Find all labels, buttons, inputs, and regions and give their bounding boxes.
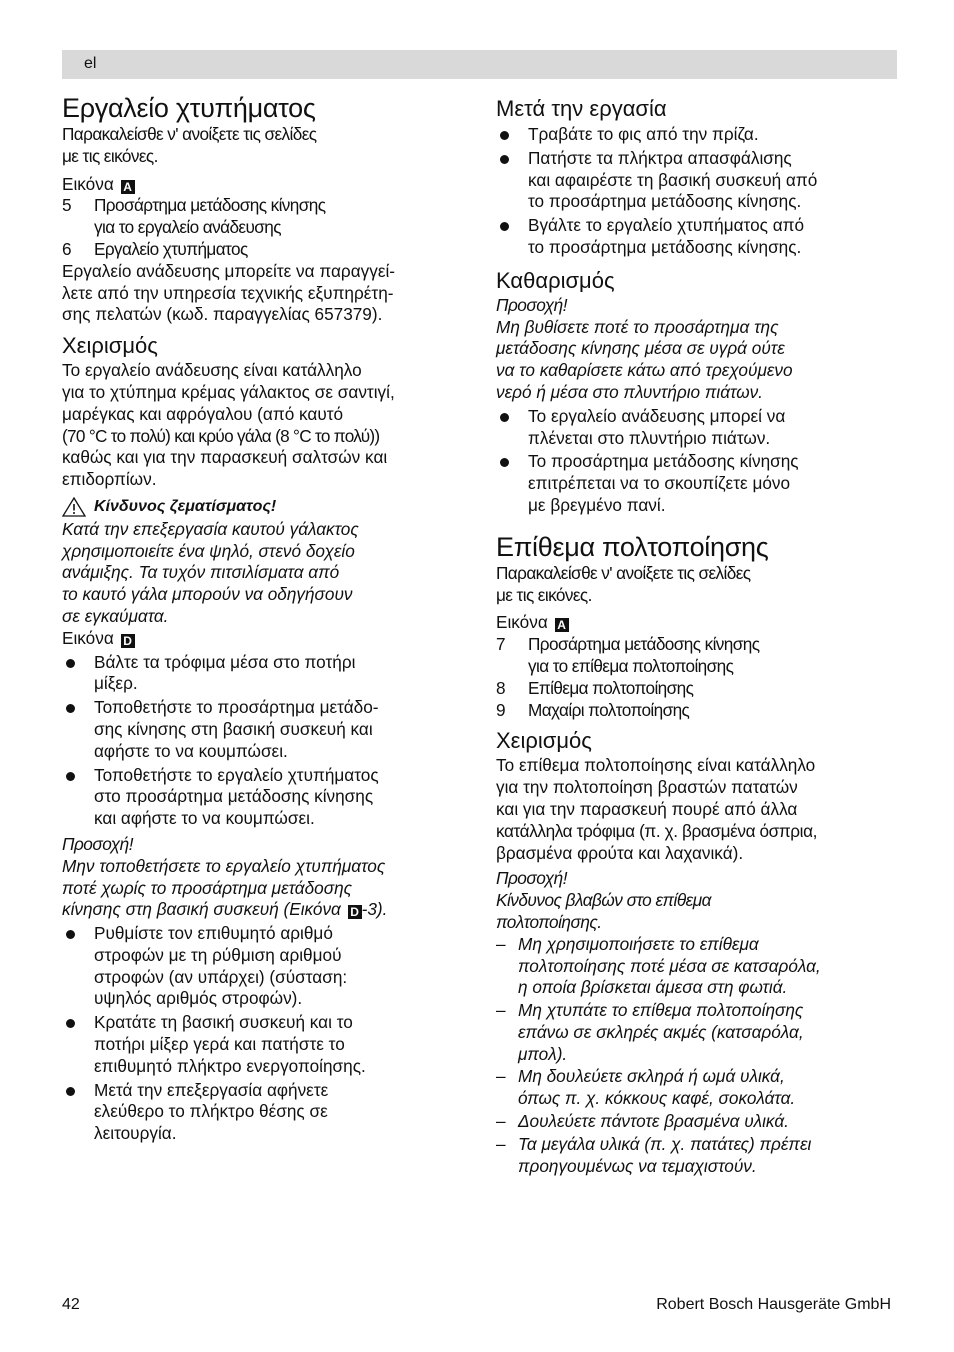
handling-text: βρασμένα φρούτα και λαχανικά).	[496, 842, 744, 863]
list-item: Το προσάρτημα μετάδοσης κίνησης επιτρέπεται να το σκουπίζετε μόνο με βρεγμένο πανί.	[496, 451, 901, 516]
part-item	[62, 239, 467, 261]
part-number: 6	[62, 238, 71, 259]
part-label: Προσάρτημα μετάδοσης κίνησης	[94, 195, 326, 216]
handling-text: και για την παρασκευή πουρέ από άλλα	[496, 798, 798, 819]
list-item: Βγάλτε το εργαλείο χτυπήματος από το προσάρτημα μετάδοσης κίνησης.	[496, 215, 901, 259]
part-label: Επίθεμα πολτοποίησης	[528, 677, 694, 698]
warning-title: Κίνδυνος ζεματίσματος!	[94, 497, 277, 515]
warning-text: Κατά την επεξεργασία καυτού γάλακτος	[62, 518, 359, 539]
figure-badge: A	[121, 180, 135, 194]
warning-text: χρησιμοποιείτε ένα ψηλό, στενό δοχείο	[62, 540, 355, 561]
after-list	[496, 124, 901, 259]
right-column	[496, 92, 901, 1178]
part-number: 5	[62, 195, 71, 216]
part-number: 7	[496, 634, 505, 655]
caution-text: Μη βυθίσετε ποτέ το προσάρτημα της	[496, 316, 779, 337]
figure-badge: D	[121, 634, 135, 648]
list-item: – Μη χρησιμοποιήσετε το επίθεμα πολτοποίησης ποτέ μέσα σε κατσαρόλα, η οποία βρίσκεται άμεσα στη φωτιά.	[496, 933, 821, 998]
caution-text: να το καθαρίσετε κάτω από τρεχούμενο	[496, 360, 793, 381]
intro-line: με τις εικόνες.	[496, 584, 592, 605]
part-label: Εργαλείο χτυπήματος	[94, 238, 248, 259]
figure-label: Εικόνα	[496, 612, 548, 633]
list-item: Ρυθμίστε τον επιθυμητό αριθμό στροφών με τη ρύθμιση αριθμού στροφών (αν υπάρχει) (σύσταση: υψηλός αριθμός στροφών).	[62, 923, 467, 1010]
section-heading-after-use: Μετά την εργασία	[496, 96, 667, 121]
part-item	[62, 195, 467, 217]
handling-text: κατάλληλα τρόφιμα (π. χ. βρασμένα όσπρια,	[496, 820, 818, 841]
part-item	[496, 678, 901, 700]
order-text: σης πελατών (κωδ. παραγγελίας 657379).	[62, 304, 383, 325]
caution-text: κίνησης στη βασική συσκευή (Εικόνα D -3).	[62, 899, 388, 920]
order-text: λετε από την υπηρεσία τεχνικής εξυπηρέτη-	[62, 282, 394, 303]
handling-text: (70 °C το πολύ) και κρύο γάλα (8 °C το πολύ))	[62, 425, 380, 446]
caution-list	[496, 934, 901, 1178]
figure-reference	[62, 628, 467, 650]
handling-text: Το επίθεμα πολτοποίησης είναι κατάλληλο	[496, 755, 816, 776]
caution-text: ποτέ χωρίς το προσάρτημα μετάδοσης	[62, 877, 352, 898]
list-item: – Μη χτυπάτε το επίθεμα πολτοποίησης επάνω σε σκληρές ακμές (κατσαρόλα, μπολ).	[496, 1000, 804, 1064]
list-item: Τοποθετήστε το εργαλείο χτυπήματος στο προσάρτημα μετάδοσης κίνησης και αφήστε το να κουμπώσει.	[62, 765, 467, 830]
figure-reference	[62, 174, 467, 196]
section-title-whisk: Εργαλείο χτυπήματος	[62, 93, 316, 123]
list-item: – Μη δουλεύετε σκληρά ή ωμά υλικά, όπως π. χ. κόκκους καφέ, σοκολάτα.	[496, 1066, 796, 1109]
header-bar	[62, 50, 897, 79]
section-heading-handling: Χειρισμός	[62, 333, 158, 359]
language-code: el	[84, 55, 97, 72]
handling-text: μαρέγκας και αφρόγαλου (από καυτό	[62, 403, 344, 424]
warning-text: ανάμιξης. Τα τυχόν πιτσιλίσματα από	[62, 562, 340, 583]
part-item	[496, 634, 901, 656]
handling-text: επιδορπίων.	[62, 469, 157, 490]
intro-line: με τις εικόνες.	[62, 145, 158, 166]
part-label: Προσάρτημα μετάδοσης κίνησης	[528, 634, 760, 655]
caution-text: νερό ή μέσα στο πλυντήριο πιάτων.	[496, 381, 763, 402]
company-name: Robert Bosch Hausgeräte GmbH	[656, 1296, 891, 1313]
order-text: Εργαλείο ανάδευσης μπορείτε να παραγγεί-	[62, 260, 396, 281]
part-item	[496, 700, 901, 722]
list-item: Τοποθετήστε το προσάρτημα μετάδο- σης κίνησης στη βασική συσκευή και αφήστε το να κουμπώσει.	[62, 697, 467, 762]
page-number: 42	[62, 1296, 80, 1313]
steps-list	[62, 652, 467, 830]
list-item: – Τα μεγάλα υλικά (π. χ. πατάτες) πρέπει προηγουμένως να τεμαχιστούν.	[496, 1133, 812, 1176]
handling-text: για την πολτοποίηση βραστών πατατών	[496, 777, 798, 798]
caution-title: Προσοχή!	[496, 294, 567, 315]
figure-reference	[496, 612, 901, 634]
list-item: Βάλτε τα τρόφιμα μέσα στο ποτήρι μίξερ.	[62, 652, 467, 696]
list-item: Πατήστε τα πλήκτρα απασφάλισης και αφαιρέστε τη βασική συσκευή από το προσάρτημα μετάδοσης κίνησης.	[496, 148, 901, 213]
caution-title: Προσοχή!	[62, 833, 133, 854]
section-heading-cleaning: Καθαρισμός	[496, 267, 615, 293]
caution-title: Προσοχή!	[496, 868, 567, 889]
warning-triangle-icon	[62, 497, 86, 517]
part-number: 9	[496, 699, 505, 720]
caution-text: Μην τοποθετήσετε το εργαλείο χτυπήματος	[62, 855, 386, 876]
caution-text: μετάδοσης κίνησης μέσα σε υγρά ούτε	[496, 338, 785, 359]
caution-subtitle: Κίνδυνος βλαβών στο επίθεμα	[496, 890, 711, 911]
warning-text: το καυτό γάλα μπορούν να οδηγήσουν	[62, 584, 353, 605]
caution-subtitle: πολτοποίησης.	[496, 911, 602, 932]
section-title-puree: Επίθεμα πολτοποίησης	[496, 531, 769, 562]
part-item	[62, 217, 467, 239]
steps-list	[62, 923, 467, 1145]
figure-label: Εικόνα	[62, 173, 114, 194]
left-column	[62, 92, 467, 1147]
handling-text: καθώς και για την παρασκευή σαλτσών και	[62, 447, 388, 468]
list-item: Μετά την επεξεργασία αφήνετε ελεύθερο το πλήκτρο θέσης σε λειτουργία.	[62, 1080, 467, 1145]
part-number: 8	[496, 677, 505, 698]
section-heading-handling: Χειρισμός	[496, 728, 592, 754]
part-label: Μαχαίρι πολτοποίησης	[528, 699, 690, 720]
part-label: για το επίθεμα πολτοποίησης	[528, 655, 734, 676]
figure-label: Εικόνα	[62, 627, 114, 648]
intro-line: Παρακαλείσθε ν' ανοίξετε τις σελίδες	[496, 562, 751, 583]
cleaning-list	[496, 406, 901, 517]
handling-text: για το χτύπημα κρέμας γάλακτος σε σαντιγί,	[62, 381, 395, 402]
list-item: – Δουλεύετε πάντοτε βρασμένα υλικά.	[496, 1111, 789, 1132]
figure-badge: A	[555, 618, 569, 632]
scald-warning	[62, 496, 467, 518]
handling-text: Το εργαλείο ανάδευσης είναι κατάλληλο	[62, 360, 362, 381]
figure-badge: D	[348, 905, 362, 919]
intro-line: Παρακαλείσθε ν' ανοίξετε τις σελίδες	[62, 124, 317, 144]
warning-text: σε εγκαύματα.	[62, 605, 169, 626]
part-item	[496, 656, 901, 678]
part-label: για το εργαλείο ανάδευσης	[94, 217, 281, 238]
list-item: Τραβάτε το φις από την πρίζα.	[496, 124, 901, 146]
list-item: Το εργαλείο ανάδευσης μπορεί να πλένεται στο πλυντήριο πιάτων.	[496, 406, 901, 450]
list-item: Κρατάτε τη βασική συσκευή και το ποτήρι μίξερ γερά και πατήστε το επιθυμητό πλήκτρο ενεργοποίησης.	[62, 1012, 467, 1077]
